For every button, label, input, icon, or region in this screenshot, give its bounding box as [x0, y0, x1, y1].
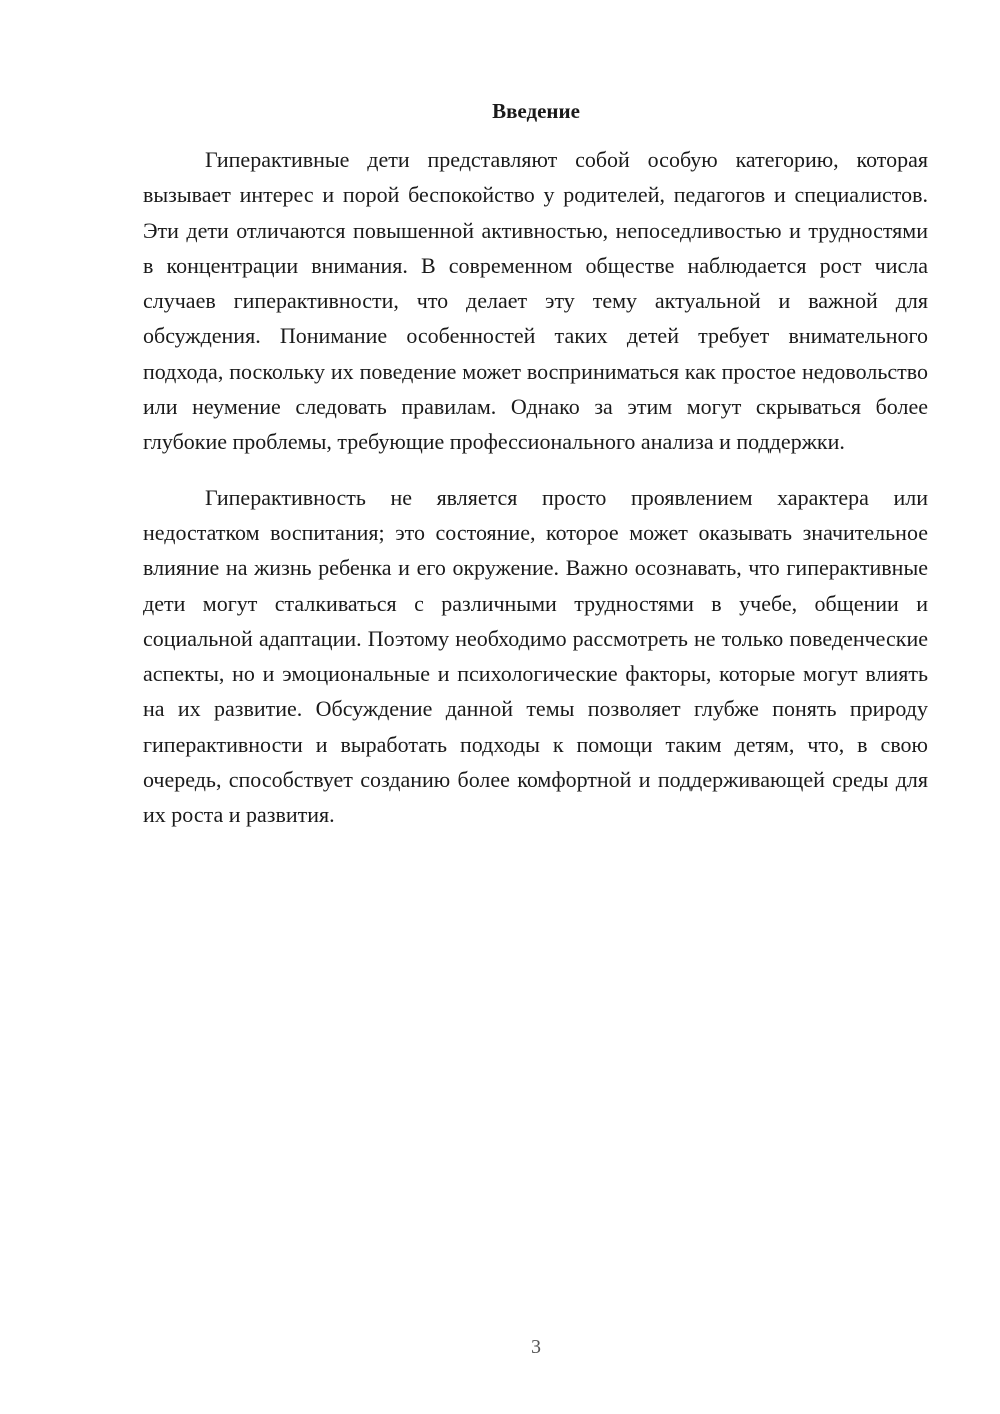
paragraph-2: Гиперактивность не является просто проявлением характера или недостатком воспитания; это состояние, которое может оказывать значительное влияние на жизнь ребенка и его окружение. Важно осознавать, что гиперактивные дети могут сталкиваться с различными трудностями в учебе, общении и социальной адаптации. Поэтому необходимо рассмотреть не только поведенческие аспекты, но и эмоциональные и психологические факторы, которые могут влиять на их развитие. Обсуждение данной темы позволяет глубже понять природу гиперактивности и выработать подходы к помощи таким детям, что, в свою очередь, способствует созданию более комфортной и поддерживающей среды для их роста и развития.	[143, 484, 928, 828]
body-text	[143, 142, 928, 833]
page-number: 3	[531, 1336, 541, 1358]
section-heading: Введение	[492, 99, 580, 123]
paragraph-1: Гиперактивные дети представляют собой особую категорию, которая вызывает интерес и порой беспокойство у родителей, педагогов и специалистов. Эти дети отличаются повышенной активностью, непоседливостью и трудностями в концентрации внимания. В современном обществе наблюдается рост числа случаев гиперактивности, что делает эту тему актуальной и важной для обсуждения. Понимание особенностей таких детей требует внимательного подхода, поскольку их поведение может восприниматься как простое недовольство или неумение следовать правилам. Однако за этим могут скрываться более глубокие проблемы, требующие профессионального анализа и поддержки.	[143, 147, 928, 455]
